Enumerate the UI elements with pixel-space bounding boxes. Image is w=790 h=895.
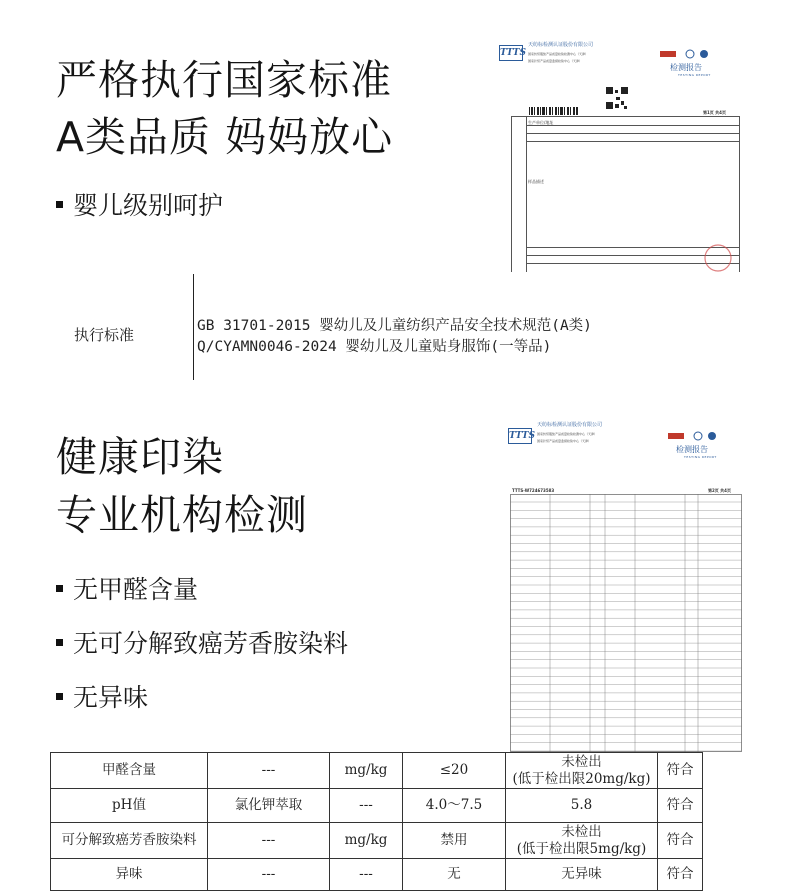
item-cell: 可分解致癌芳香胺染料 bbox=[51, 823, 208, 859]
report-title-en: TESTING REPORT bbox=[678, 73, 711, 77]
official-seal-icon bbox=[703, 243, 733, 273]
result-line2: (低于检出限20mg/kg) bbox=[512, 770, 651, 787]
callout-divider bbox=[193, 274, 194, 380]
method-cell: 氯化钾萃取 bbox=[208, 789, 330, 823]
report-org-sub2: 国家针织产品质量监督检验中心（天津） bbox=[537, 439, 592, 443]
bullet-square-icon bbox=[56, 693, 63, 700]
standard-callout-label: 执行标准 bbox=[74, 326, 135, 344]
results-table-wrap bbox=[50, 752, 710, 895]
results-table-row bbox=[51, 823, 703, 859]
bullet-square-icon bbox=[56, 201, 63, 208]
accreditation-logos-icon bbox=[660, 44, 718, 54]
section2-bullet bbox=[56, 624, 348, 660]
results-table-row bbox=[51, 859, 703, 891]
verdict-cell: 符合 bbox=[658, 753, 703, 789]
section1-heading-line2: A类品质 妈妈放心 bbox=[56, 113, 394, 161]
result-line2: (低于检出限5mg/kg) bbox=[516, 840, 647, 857]
requirement-cell: ≤20 bbox=[403, 753, 506, 789]
method-cell: --- bbox=[208, 859, 330, 891]
report-logo-icon: TTTS bbox=[499, 45, 523, 61]
result-line1: 5.8 bbox=[570, 797, 593, 813]
result-line1: 未检出 bbox=[561, 823, 602, 840]
report-org-name: 天纺标检测认证股份有限公司 bbox=[537, 422, 603, 428]
item-cell: pH值 bbox=[51, 789, 208, 823]
result-line1: 未检出 bbox=[561, 753, 602, 770]
item-cell: 异味 bbox=[51, 859, 208, 891]
requirement-cell: 4.0～7.5 bbox=[403, 789, 506, 823]
item-cell: 甲醛含量 bbox=[51, 753, 208, 789]
qr-code-icon bbox=[605, 86, 629, 110]
test-report-page1 bbox=[498, 38, 738, 273]
section2-bullet bbox=[56, 570, 198, 606]
unit-cell: mg/kg bbox=[330, 823, 403, 859]
standard-callout-line1: GB 31701-2015 婴幼儿及儿童纺织产品安全技术规范(A类) bbox=[197, 318, 592, 334]
report-title: 检测报告 bbox=[670, 63, 702, 72]
method-cell: --- bbox=[208, 823, 330, 859]
report-title: 检测报告 bbox=[676, 445, 708, 454]
requirement-cell: 无 bbox=[403, 859, 506, 891]
results-table bbox=[50, 752, 703, 891]
report-page-label: 第2页 共4页 bbox=[708, 488, 731, 493]
result-cell bbox=[506, 823, 658, 859]
bullet-square-icon bbox=[56, 585, 63, 592]
section2-bullet-text: 无甲醛含量 bbox=[73, 575, 199, 604]
report-title-en: TESTING REPORT bbox=[684, 455, 717, 459]
verdict-cell: 符合 bbox=[658, 789, 703, 823]
section2-bullet-text: 无异味 bbox=[73, 683, 149, 712]
report-row-label: 生产单位/地址 bbox=[528, 120, 554, 125]
barcode-icon bbox=[529, 100, 579, 108]
standard-callout bbox=[0, 272, 790, 382]
report-number: TTTS-W724673583 bbox=[512, 488, 555, 493]
results-table-row bbox=[51, 753, 703, 789]
report-org-sub1: 国家纺织服装产品质量检验检测中心（天津） bbox=[528, 52, 589, 56]
report-org-name: 天纺标检测认证股份有限公司 bbox=[528, 42, 594, 48]
report-org-sub2: 国家针织产品质量监督检验中心（天津） bbox=[528, 59, 583, 63]
result-cell bbox=[506, 753, 658, 789]
section2-bullet bbox=[56, 678, 148, 714]
report-logo-icon: TTTS bbox=[508, 428, 532, 444]
section1-heading-line1: 严格执行国家标准 bbox=[56, 56, 392, 104]
verdict-cell: 符合 bbox=[658, 859, 703, 891]
result-cell bbox=[506, 859, 658, 891]
accreditation-logos-icon bbox=[668, 426, 726, 436]
section1-bullet bbox=[56, 186, 223, 222]
section1-bullet-text: 婴儿级别呵护 bbox=[73, 191, 224, 220]
verdict-cell: 符合 bbox=[658, 823, 703, 859]
unit-cell: --- bbox=[330, 859, 403, 891]
result-line1: 无异味 bbox=[561, 866, 602, 882]
results-table-row bbox=[51, 789, 703, 823]
section2-heading-line2: 专业机构检测 bbox=[56, 491, 308, 539]
result-cell bbox=[506, 789, 658, 823]
report-results-grid bbox=[510, 494, 742, 752]
report-org-sub1: 国家纺织服装产品质量检验检测中心（天津） bbox=[537, 432, 598, 436]
section2-heading-line1: 健康印染 bbox=[56, 433, 224, 481]
report-page-label: 第1页 共4页 bbox=[703, 110, 726, 115]
method-cell: --- bbox=[208, 753, 330, 789]
report-row-label: 样品描述 bbox=[528, 179, 544, 184]
bullet-square-icon bbox=[56, 639, 63, 646]
unit-cell: --- bbox=[330, 789, 403, 823]
standard-callout-line2: Q/CYAMN0046-2024 婴幼儿及儿童贴身服饰(一等品) bbox=[197, 339, 552, 355]
section2-bullet-text: 无可分解致癌芳香胺染料 bbox=[73, 629, 349, 658]
unit-cell: mg/kg bbox=[330, 753, 403, 789]
requirement-cell: 禁用 bbox=[403, 823, 506, 859]
test-report-page2 bbox=[508, 418, 743, 753]
